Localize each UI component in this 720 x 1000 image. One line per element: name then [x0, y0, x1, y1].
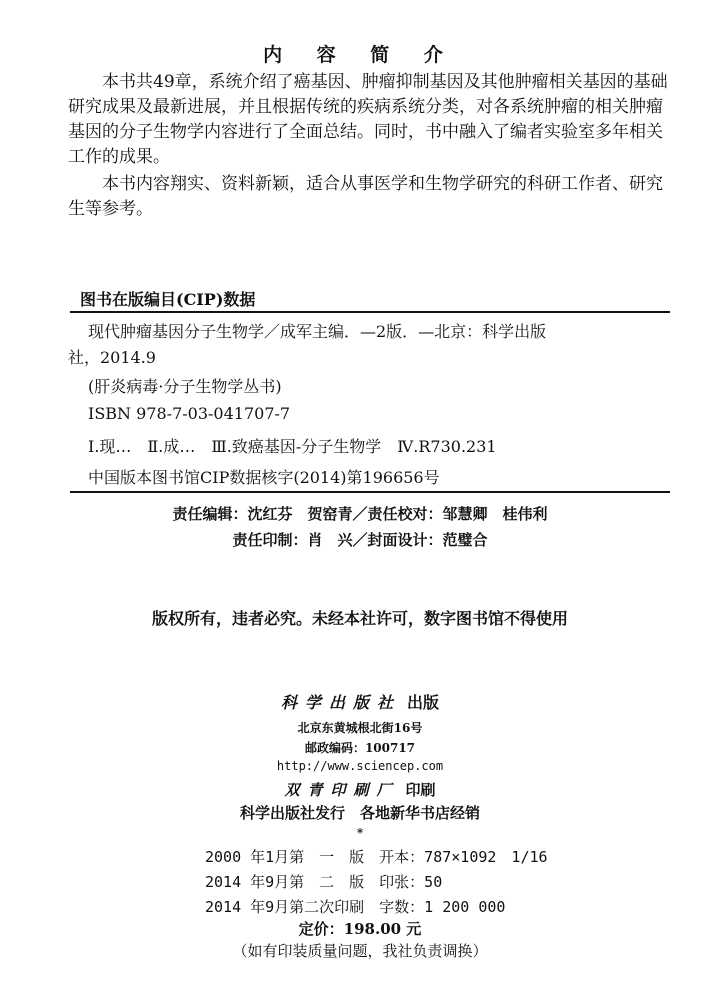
- editor-credits: 责任编辑：沈红芬 贺窑青／责任校对：邹慧卿 桂伟利: [172, 505, 548, 523]
- publisher-name: 科学出版社: [280, 693, 401, 712]
- quality-notice: （如有印装质量问题，我社负责调换）: [232, 942, 488, 960]
- printer-line: [0, 779, 720, 800]
- edition-line-2: 2014 年9月第 二 版 印张：50: [205, 873, 443, 891]
- copyright-notice: 版权所有，违者必究。未经本社许可，数字图书馆不得使用: [151, 609, 568, 628]
- production-credits: 责任印制：肖 兴／封面设计：范璧合: [232, 531, 488, 549]
- publisher-address: 北京东黄城根北街16号: [297, 721, 423, 735]
- summary-paragraph-2: 本书内容翔实、资料新颖，适合从事医学和生物学研究的科研工作者、研究生等参考。: [68, 174, 663, 219]
- publisher-action: 出版: [407, 693, 440, 712]
- cip-title-line: 现代肿瘤基因分子生物学／成军主编．—2版．—北京：科学出版: [88, 322, 547, 341]
- publisher-postcode: 邮政编码：100717: [304, 741, 416, 755]
- publisher-website: http://www.sciencep.com: [276, 759, 444, 773]
- printer-name: 双青印刷厂: [284, 781, 400, 799]
- distribution-line: 科学出版社发行 各地新华书店经销: [239, 804, 480, 822]
- cip-series: (肝炎病毒·分子生物学丛书): [88, 377, 282, 396]
- edition-line-1: 2000 年1月第 一 版 开本：787×1092 1/16: [205, 848, 548, 866]
- cip-bottom-rule: [70, 491, 670, 493]
- publisher-line: [0, 690, 720, 713]
- cip-record-number: 中国版本图书馆CIP数据核字(2014)第196656号: [88, 468, 440, 487]
- edition-line-3: 2014 年9月第二次印刷 字数：1 200 000: [205, 898, 506, 916]
- cip-isbn: ISBN 978-7-03-041707-7: [88, 404, 291, 423]
- separator-mark: *: [356, 826, 364, 840]
- cip-title-line-continued: 社，2014.9: [68, 348, 156, 367]
- printer-action: 印刷: [405, 781, 436, 799]
- summary-paragraph-1: 本书共49章，系统介绍了癌基因、肿瘤抑制基因及其他肿瘤相关基因的基础研究成果及最新进展，并且根据传统的疾病系统分类，对各系统肿瘤的相关肿瘤基因的分子生物学内容进行了全面总结。同时，书中融入了编者实验室多年相关工作的成果。: [68, 72, 668, 167]
- cip-heading: 图书在版编目(CIP)数据: [80, 290, 256, 309]
- summary-title: 内 容 简 介: [263, 44, 457, 66]
- cip-top-rule: [70, 311, 670, 313]
- price: 定价：198.00 元: [298, 920, 422, 938]
- cip-classification: Ⅰ.现… Ⅱ.成… Ⅲ.致癌基因-分子生物学 Ⅳ.R730.231: [88, 437, 497, 456]
